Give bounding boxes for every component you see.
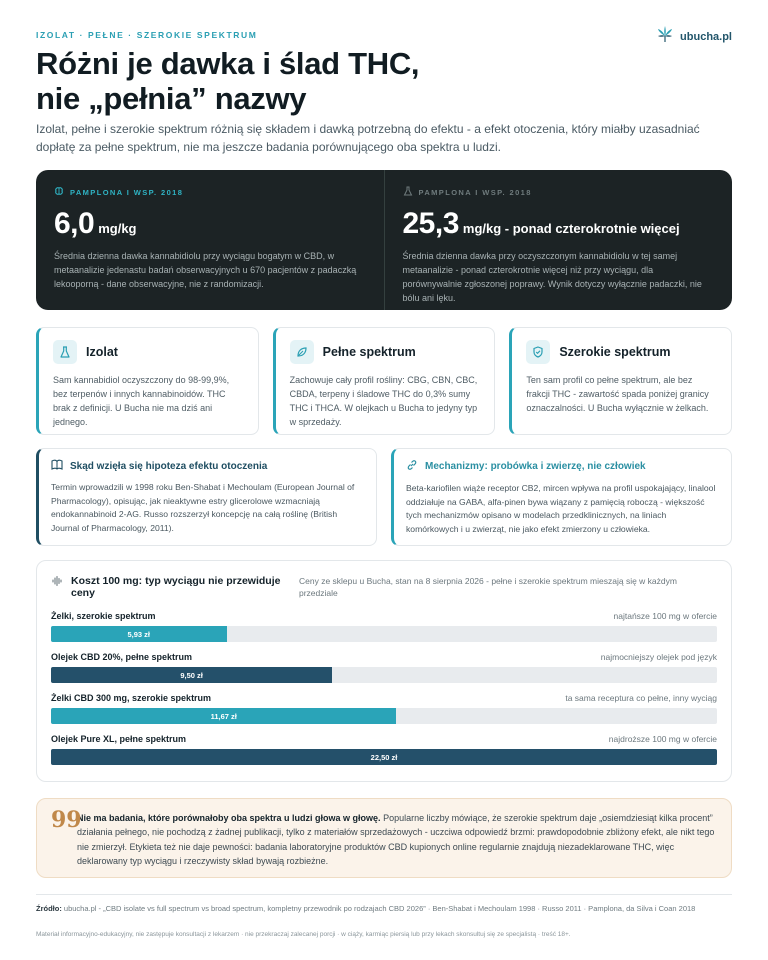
bar-row bbox=[51, 734, 717, 765]
flask-icon bbox=[53, 340, 77, 364]
bar-category-label: Olejek CBD 20%, pełne spektrum bbox=[51, 652, 193, 662]
bar-track bbox=[51, 667, 717, 683]
audio-bars-icon bbox=[51, 575, 63, 590]
bar-note: najdroższe 100 mg w ofercie bbox=[608, 734, 717, 744]
bar-value-label: 5,93 zł bbox=[127, 629, 151, 639]
bar-row bbox=[51, 611, 717, 642]
quote-mark-icon: 99 bbox=[51, 807, 82, 833]
bar-track bbox=[51, 749, 717, 765]
link-icon bbox=[406, 459, 418, 474]
extract-types bbox=[36, 327, 732, 435]
type-description: Ten sam profil co pełne spektrum, ale bez frakcji THC - zawartość spada poniżej granicy oznaczalności. U Bucha wyłącznie w żelkach. bbox=[526, 375, 709, 413]
stat-description: Średnia dzienna dawka przy oczyszczonym kannabidiolu w tej samej metaanalizie - ponad czterokrotnie więcej niż przy wyciągu, dla porównywalnie zgłoszonej poprawy. Wynik dotyczy wyłącznie padaczki, nie bólu ani lęku. bbox=[402, 251, 702, 303]
cost-chart bbox=[36, 560, 732, 782]
bar-value-label: 22,50 zł bbox=[370, 752, 398, 762]
disclaimer: Materiał informacyjno-edukacyjny, nie zastępuje konsultacji z lekarzem · nie przekraczaj zalecanej porcji · w ciąży, karmiąc piersią lub przy lekach skonsultuj się ze specjalistą · treść 18+. bbox=[36, 931, 571, 938]
source-text: ubucha.pl - „CBD isolate vs full spectrum vs broad spectrum, kompletny przewodnik po rodzajach CBD 2026” · Ben-Shabat i Mechoulam 1998 · Russo 2011 · Pamplona, da Silva i Coan 2018 bbox=[61, 904, 696, 913]
bar-track bbox=[51, 626, 717, 642]
type-card-isolate bbox=[36, 327, 259, 435]
bar-row bbox=[51, 693, 717, 724]
fact-cards bbox=[36, 448, 732, 546]
lede: Izolat, pełne i szerokie spektrum różnią się składem i dawką potrzebną do efektu - a efekt otoczenia, który miałby uzasadniać dopłatę za pełne spektrum, nie ma jeszcze badania porównującego oba spektra u ludzi. bbox=[36, 122, 700, 154]
source-label: Źródło: bbox=[36, 904, 62, 913]
bar bbox=[51, 749, 717, 765]
type-description: Zachowuje cały profil rośliny: CBG, CBN, CBC, CBDA, terpeny i śladowe THC do 0,3% sumy THC i THCA. W olejkach u Bucha to jedyny typ w sprzedaży. bbox=[289, 375, 478, 427]
bar-category-label: Olejek Pure XL, pełne spektrum bbox=[51, 734, 187, 744]
bar-list bbox=[51, 611, 717, 765]
bar bbox=[51, 708, 396, 724]
callout-quote bbox=[36, 798, 732, 878]
stat-number: 6,0 bbox=[54, 207, 95, 240]
brain-icon bbox=[54, 186, 64, 198]
quote-body: Popularne liczby mówiące, że szerokie spektrum daje „osiemdziesiąt kilka procent” działania pełnego, nie pochodzą z żadnej publikacji, tylko z materiałów sprzedażowych - uczciwa odpowiedź brzmi: prawdopodobnie zbliżony efekt, ale nikt tego nie zmierzył. Etykieta też nie daje pewności: badania laboratoryjne produktów CBD kupionych online regularnie znajdują niezadeklarowane THC, więc deklarowany typ wyciągu i rzeczywisty skład bywają rozbieżne. bbox=[77, 813, 715, 867]
flask-icon bbox=[403, 186, 413, 198]
type-card-broad-spectrum bbox=[509, 327, 732, 435]
type-description: Sam kannabidiol oczyszczony do 98-99,9%, bez terpenów i innych kannabinoidów. THC brak z definicji. U Bucha nie ma dziś ani jednego. bbox=[53, 375, 230, 427]
leaf-icon bbox=[290, 340, 314, 364]
chart-note: Ceny ze sklepu u Bucha, stan na 8 sierpnia 2026 - pełne i szerokie spektrum mieszają się w każdym przedziale bbox=[299, 576, 677, 598]
fact-title: Mechanizmy: probówka i zwierzę, nie człowiek bbox=[425, 461, 646, 472]
bar-value-label: 9,50 zł bbox=[180, 670, 203, 680]
stat-description: Średnia dzienna dawka kannabidiolu przy wyciągu bogatym w CBD, w metaanalizie jedenastu badań obserwacyjnych u 670 pacjentów z padaczką lekooporną - dane obserwacyjne, nie z randomizacji. bbox=[54, 251, 357, 289]
fact-description: Beta-kariofilen wiąże receptor CB2, mircen wpływa na profil uspokajający, linalool oddziałuje na GABA, alfa-pinen bywa wiązany z pamięcią roboczą - większość tych mechanizmów opisano w modelach przedklinicznych, na liniach komórkowych i u zwierząt, nie jako efekt zmierzony u człowieka. bbox=[406, 483, 716, 534]
stat-number: 25,3 bbox=[402, 207, 459, 240]
divider bbox=[36, 894, 732, 895]
book-icon bbox=[51, 459, 63, 473]
page-title bbox=[36, 46, 419, 116]
bar-track bbox=[51, 708, 717, 724]
bar-note: najtańsze 100 mg w ofercie bbox=[613, 611, 717, 621]
stat-extract-dose bbox=[36, 170, 384, 310]
chart-title: Koszt 100 mg: typ wyciągu nie przewiduje ceny bbox=[71, 575, 281, 599]
stat-unit: mg/kg bbox=[98, 221, 137, 236]
bar bbox=[51, 667, 332, 683]
stat-isolate-dose bbox=[384, 170, 733, 310]
fact-title: Skąd wzięła się hipoteza efektu otoczenia bbox=[70, 460, 268, 472]
stat-tag-label: PAMPLONA I WSP. 2018 bbox=[418, 187, 532, 197]
bar-note: najmocniejszy olejek pod język bbox=[600, 652, 717, 662]
title-line-2: nie „pełnia” nazwy bbox=[36, 81, 307, 116]
source-line bbox=[36, 903, 732, 914]
type-name: Pełne spektrum bbox=[322, 345, 416, 359]
bar-category-label: Żelki, szerokie spektrum bbox=[51, 611, 156, 621]
dose-stats-panel bbox=[36, 170, 732, 310]
brand-logo[interactable] bbox=[656, 24, 732, 49]
type-name: Izolat bbox=[86, 345, 118, 359]
stat-unit: mg/kg - ponad czterokrotnie więcej bbox=[462, 221, 680, 236]
type-name: Szerokie spektrum bbox=[559, 345, 671, 359]
fact-card-origin bbox=[36, 448, 377, 546]
fact-card-mechanisms bbox=[391, 448, 732, 546]
cannabis-leaf-icon bbox=[656, 24, 674, 49]
stat-tag-label: PAMPLONA I WSP. 2018 bbox=[70, 187, 184, 197]
fact-description: Termin wprowadzili w 1998 roku Ben-Shabat i Mechoulam (European Journal of Pharmacology), opisując, jak nieaktywne estry glicerolowe wzmacniają endokannabinoid 2-AG. Russo rozszerzył koncepcję na całą roślinę (British Journal of Pharmacology, 2011). bbox=[51, 482, 355, 533]
type-card-full-spectrum bbox=[273, 327, 496, 435]
bar bbox=[51, 626, 227, 642]
quote-lead: Nie ma badania, które porównałoby oba spektra u ludzi głowa w głowę. bbox=[77, 813, 381, 823]
quote-text bbox=[77, 811, 715, 869]
shield-icon bbox=[526, 340, 550, 364]
bar-value-label: 11,67 zł bbox=[210, 711, 237, 721]
title-line-1: Różni je dawka i ślad THC, bbox=[36, 46, 420, 81]
bar-note: ta sama receptura co pełne, inny wyciąg bbox=[565, 693, 717, 703]
bar-category-label: Żelki CBD 300 mg, szerokie spektrum bbox=[51, 693, 212, 703]
brand-name: ubucha.pl bbox=[680, 30, 732, 43]
eyebrow: IZOLAT · PEŁNE · SZEROKIE SPEKTRUM bbox=[36, 30, 258, 40]
bar-row bbox=[51, 652, 717, 683]
